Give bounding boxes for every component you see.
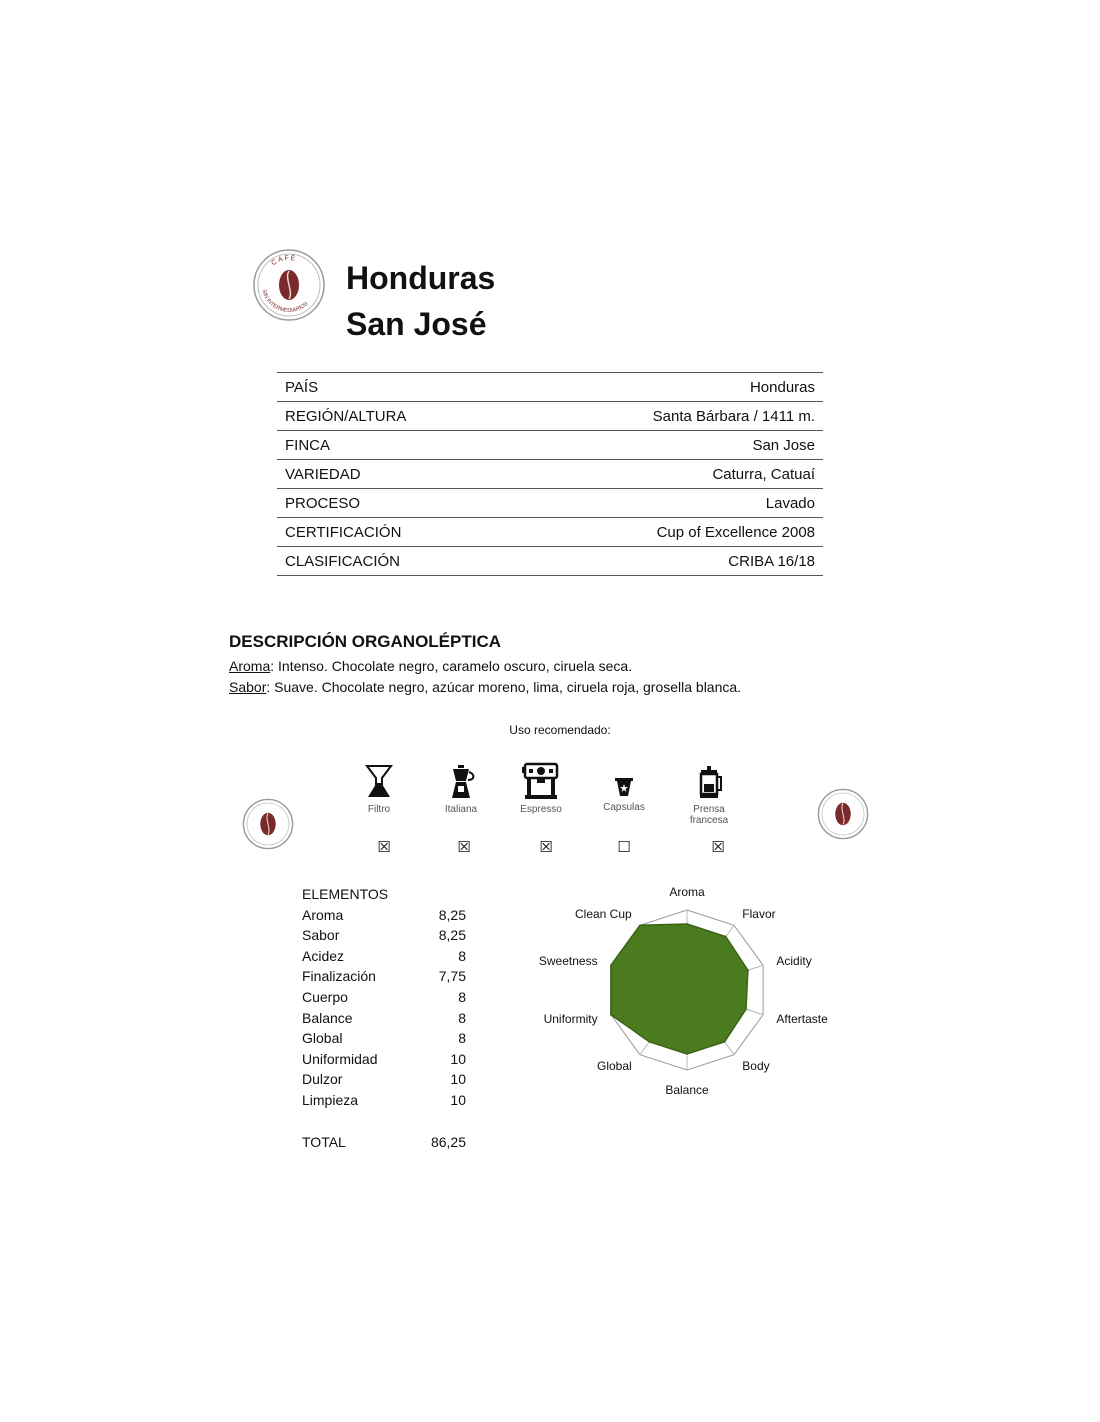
score-value: 7,75 xyxy=(438,968,466,985)
coffee-bean-logo-icon xyxy=(252,248,326,322)
sabor-description xyxy=(229,679,741,695)
spec-value: Cup of Excellence 2008 xyxy=(515,518,823,547)
radar-axis-label: Acidity xyxy=(776,954,812,968)
radar-axis-label: Sweetness xyxy=(538,954,598,968)
capsule-icon xyxy=(614,776,634,798)
spec-value: CRIBA 16/18 xyxy=(515,547,823,576)
radar-axis-label: Aroma xyxy=(669,885,705,899)
method-filtro xyxy=(339,764,419,815)
score-label: Aroma xyxy=(302,906,344,923)
table-row xyxy=(277,489,823,518)
score-label: Limpieza xyxy=(302,1091,359,1108)
method-checkbox-prensa[interactable]: ☒ xyxy=(711,839,725,856)
total-label: TOTAL xyxy=(302,1133,346,1150)
page-title-line1: Honduras xyxy=(346,260,496,296)
table-row xyxy=(277,460,823,489)
radar-point-sweetness xyxy=(610,965,612,967)
method-label-line2: francesa xyxy=(689,815,729,826)
score-label: Uniformidad xyxy=(302,1050,378,1067)
score-label: Acidez xyxy=(302,947,345,964)
moka-pot-icon xyxy=(446,764,476,800)
list-item xyxy=(302,1071,466,1092)
method-capsulas xyxy=(584,776,664,813)
method-label: Capsulas xyxy=(603,802,645,813)
score-value: 8 xyxy=(458,1009,466,1026)
radar-axis-label: Uniformity xyxy=(543,1012,598,1026)
list-item xyxy=(302,1092,466,1113)
method-prensa-francesa xyxy=(669,766,749,826)
radar-point-acidity xyxy=(747,969,749,971)
list-item xyxy=(302,948,466,969)
radar-point-balance xyxy=(686,1053,688,1055)
score-value: 8 xyxy=(458,947,466,964)
radar-axis-label: Body xyxy=(742,1059,770,1073)
total-row xyxy=(302,1134,466,1155)
score-value: 10 xyxy=(450,1091,466,1108)
table-row xyxy=(277,518,823,547)
radar-point-uniformity xyxy=(610,1014,612,1016)
spec-label: VARIEDAD xyxy=(277,460,515,489)
spec-label: PAÍS xyxy=(277,373,515,402)
score-value: 8 xyxy=(458,1030,466,1047)
score-label: Global xyxy=(302,1030,343,1047)
sabor-label: Sabor xyxy=(229,679,267,695)
radar-point-body xyxy=(724,1041,726,1043)
page-title-line2: San José xyxy=(346,306,487,342)
score-label: Finalización xyxy=(302,968,376,985)
radar-axis-label: Global xyxy=(597,1059,632,1073)
spec-value: San Jose xyxy=(515,431,823,460)
method-checkbox-espresso[interactable]: ☒ xyxy=(539,839,553,856)
table-row xyxy=(277,402,823,431)
recommended-use-label: Uso recomendado: xyxy=(509,723,611,737)
radar-point-aroma xyxy=(686,923,688,925)
method-italiana xyxy=(421,764,501,815)
table-row xyxy=(277,547,823,576)
method-label-line1: Prensa xyxy=(693,804,725,815)
description-heading: DESCRIPCIÓN ORGANOLÉPTICA xyxy=(229,632,502,651)
pour-over-icon xyxy=(364,764,394,800)
scores-list xyxy=(302,886,466,1154)
method-checkbox-italiana[interactable]: ☒ xyxy=(457,839,471,856)
radar-point-global xyxy=(649,1041,651,1043)
list-item xyxy=(302,927,466,948)
list-item xyxy=(302,1010,466,1031)
method-checkbox-filtro[interactable]: ☒ xyxy=(377,839,391,856)
spec-table xyxy=(277,372,823,576)
score-label: Cuerpo xyxy=(302,988,348,1005)
score-value: 10 xyxy=(450,1050,466,1067)
spec-value: Honduras xyxy=(515,373,823,402)
score-label: Sabor xyxy=(302,927,340,944)
method-espresso xyxy=(501,762,581,815)
score-value: 10 xyxy=(450,1071,466,1088)
spec-value: Caturra, Catuaí xyxy=(515,460,823,489)
coffee-bean-logo-icon xyxy=(817,788,869,840)
scores-header: ELEMENTOS xyxy=(302,886,389,902)
total-value: 86,25 xyxy=(430,1133,466,1150)
score-value: 8,25 xyxy=(438,906,466,923)
aroma-label: Aroma xyxy=(229,658,271,674)
spec-label: CERTIFICACIÓN xyxy=(277,518,515,547)
aroma-description xyxy=(229,658,632,674)
list-item xyxy=(302,968,466,989)
score-label: Dulzor xyxy=(302,1071,343,1088)
cupping-radar-chart xyxy=(530,885,840,1110)
score-label: Balance xyxy=(302,1009,353,1026)
list-item xyxy=(302,989,466,1010)
list-item xyxy=(302,1051,466,1072)
radar-point-flavor xyxy=(725,936,727,938)
spec-label: CLASIFICACIÓN xyxy=(277,547,515,576)
radar-axis-label: Balance xyxy=(665,1083,709,1097)
aroma-text: : Intenso. Chocolate negro, caramelo oscuro, ciruela seca. xyxy=(270,658,633,674)
radar-axis-label: Aftertaste xyxy=(776,1012,828,1026)
method-label: Espresso xyxy=(520,804,562,815)
spec-label: REGIÓN/ALTURA xyxy=(277,402,515,431)
sabor-text: : Suave. Chocolate negro, azúcar moreno, lima, ciruela roja, grosella blanca. xyxy=(266,679,742,695)
spec-label: PROCESO xyxy=(277,489,515,518)
method-label: Filtro xyxy=(367,804,391,815)
coffee-bean-logo-icon xyxy=(242,798,294,850)
score-value: 8 xyxy=(458,988,466,1005)
method-checkbox-capsulas[interactable]: ☐ xyxy=(617,839,631,856)
radar-point-clean-cup xyxy=(639,925,641,927)
radar-axis-label: Clean Cup xyxy=(574,907,632,921)
brand-logo xyxy=(252,248,326,322)
table-row xyxy=(277,373,823,402)
french-press-icon xyxy=(696,766,722,800)
radar-axis-label: Flavor xyxy=(742,907,776,921)
method-label: Italiana xyxy=(444,804,478,815)
radar-series-area xyxy=(611,924,748,1054)
spec-value: Santa Bárbara / 1411 m. xyxy=(515,402,823,431)
score-value: 8,25 xyxy=(438,927,466,944)
spec-label: FINCA xyxy=(277,431,515,460)
spec-value: Lavado xyxy=(515,489,823,518)
list-item xyxy=(302,1030,466,1051)
espresso-machine-icon xyxy=(521,762,561,800)
brand-logo-left xyxy=(242,798,294,850)
radar-point-aftertaste xyxy=(745,1008,747,1010)
svg-text:CAFÉ: CAFÉ xyxy=(270,254,298,268)
table-row xyxy=(277,431,823,460)
svg-text:SIN INTERMEDIARIOS: SIN INTERMEDIARIOS xyxy=(260,288,310,315)
list-item xyxy=(302,907,466,928)
brand-logo-right xyxy=(817,788,869,840)
